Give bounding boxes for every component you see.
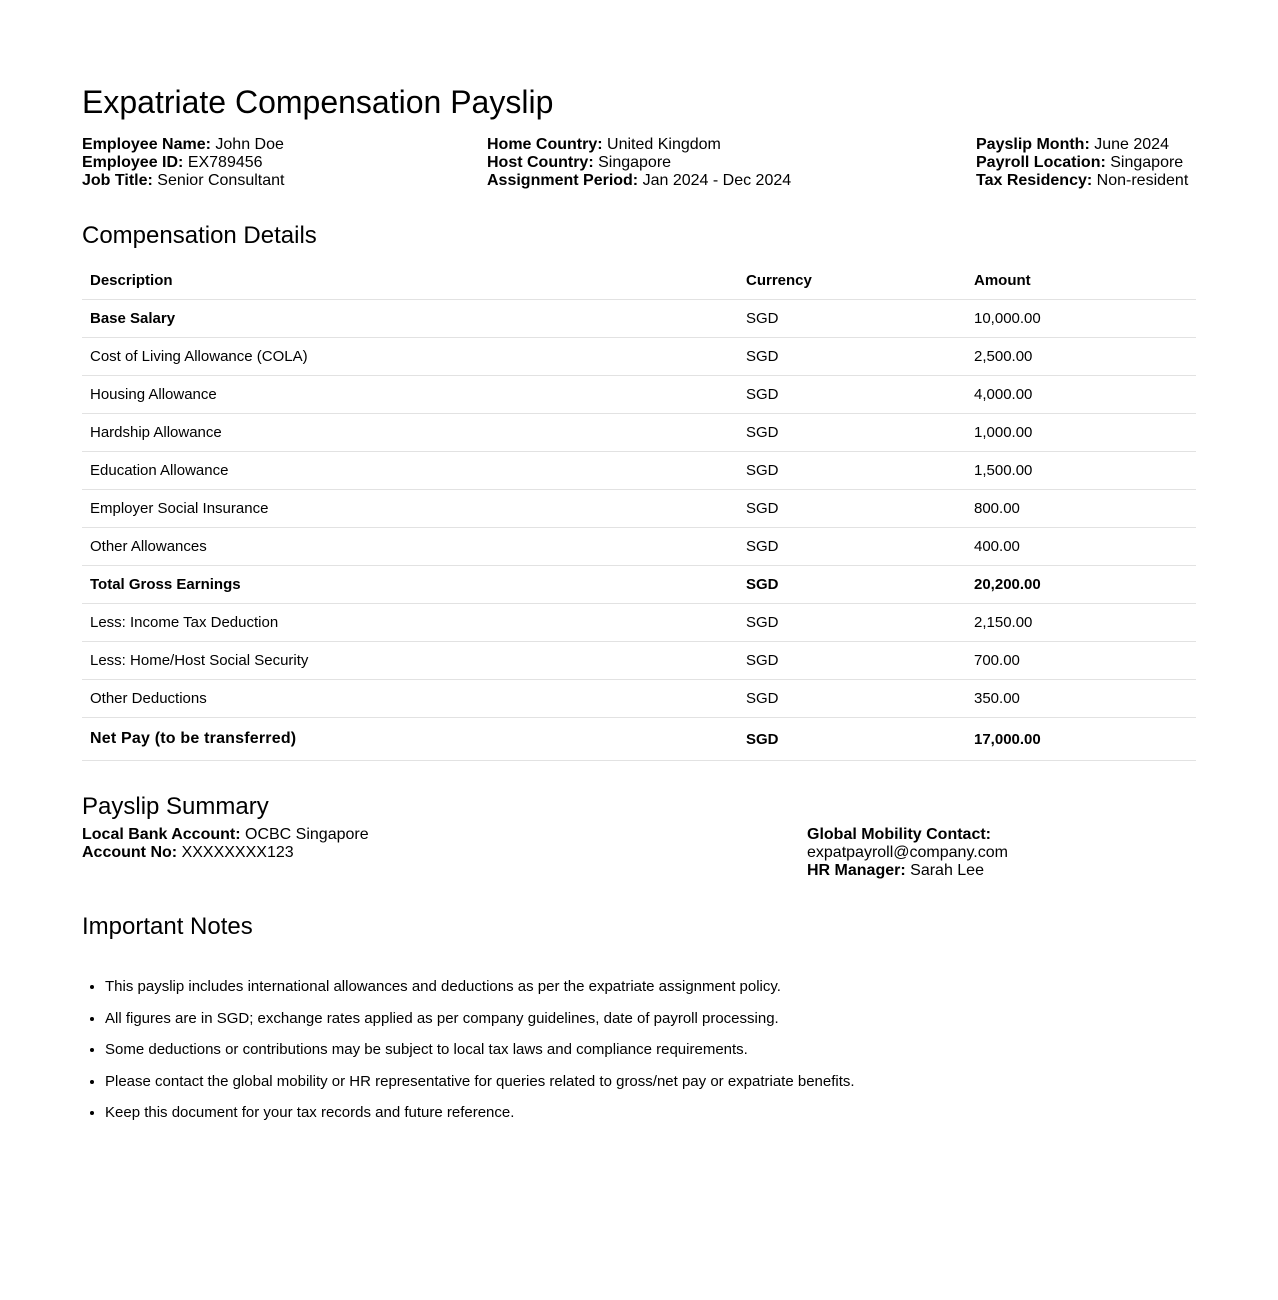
row-currency: SGD xyxy=(738,566,966,604)
row-currency: SGD xyxy=(738,376,966,414)
employee-name-value: John Doe xyxy=(215,136,284,153)
table-row xyxy=(82,414,1196,452)
row-amount: 1,500.00 xyxy=(966,452,1196,490)
column-header-description: Description xyxy=(82,262,738,300)
row-amount: 2,150.00 xyxy=(966,604,1196,642)
list-item: • Some deductions or contributions may be subject to local tax laws and compliance requirements. xyxy=(105,1041,1196,1059)
row-amount: 20,200.00 xyxy=(966,566,1196,604)
column-header-currency: Currency xyxy=(738,262,966,300)
payslip-month-label: Payslip Month: xyxy=(976,136,1090,153)
employee-id-label: Employee ID: xyxy=(82,154,184,171)
home-country-value: United Kingdom xyxy=(607,136,721,153)
account-number-line xyxy=(82,844,369,862)
employee-info xyxy=(82,136,1196,190)
employee-id-value: EX789456 xyxy=(187,154,263,171)
table-row xyxy=(82,338,1196,376)
assignment-period-label: Assignment Period: xyxy=(487,172,639,189)
employee-details xyxy=(82,136,487,190)
job-title-value: Senior Consultant xyxy=(157,172,285,189)
row-description: Other Allowances xyxy=(82,528,738,566)
table-row xyxy=(82,528,1196,566)
row-description: Hardship Allowance xyxy=(82,414,738,452)
employee-name-label: Employee Name: xyxy=(82,136,211,153)
payroll-location-label: Payroll Location: xyxy=(976,154,1106,171)
mobility-contact-label: Global Mobility Contact: xyxy=(807,826,991,843)
row-amount: 4,000.00 xyxy=(966,376,1196,414)
employee-id-line xyxy=(82,154,487,172)
hr-manager-line xyxy=(807,862,1196,880)
row-description: Base Salary xyxy=(82,300,738,338)
payslip-document xyxy=(82,0,1196,1122)
row-currency: SGD xyxy=(738,414,966,452)
table-row xyxy=(82,490,1196,528)
row-currency: SGD xyxy=(738,452,966,490)
row-currency: SGD xyxy=(738,338,966,376)
mobility-contact-value: expatpayroll@company.com xyxy=(807,844,1008,861)
table-row xyxy=(82,300,1196,338)
row-amount: 700.00 xyxy=(966,642,1196,680)
tax-residency-label: Tax Residency: xyxy=(976,172,1093,189)
mobility-contact-line xyxy=(807,826,1196,862)
bank-account-line xyxy=(82,826,369,844)
compensation-heading: Compensation Details xyxy=(82,222,317,249)
host-country-label: Host Country: xyxy=(487,154,594,171)
payroll-location-value: Singapore xyxy=(1110,154,1184,171)
list-item: • This payslip includes international allowances and deductions as per the expatriate assignment policy. xyxy=(105,978,1196,996)
row-amount: 800.00 xyxy=(966,490,1196,528)
host-country-value: Singapore xyxy=(598,154,672,171)
list-item: • All figures are in SGD; exchange rates applied as per company guidelines, date of payroll processing. xyxy=(105,1010,1196,1028)
row-description: Other Deductions xyxy=(82,680,738,718)
assignment-details xyxy=(487,136,976,190)
table-row xyxy=(82,376,1196,414)
row-currency: SGD xyxy=(738,718,966,761)
row-description: Housing Allowance xyxy=(82,376,738,414)
account-number-value: XXXXXXXX123 xyxy=(181,844,294,861)
row-description: Less: Income Tax Deduction xyxy=(82,604,738,642)
list-item: • Please contact the global mobility or HR representative for queries related to gross/net pay or expatriate benefits. xyxy=(105,1073,1196,1091)
job-title-line xyxy=(82,172,487,190)
row-description: Less: Home/Host Social Security xyxy=(82,642,738,680)
row-amount: 17,000.00 xyxy=(966,718,1196,761)
row-currency: SGD xyxy=(738,604,966,642)
hr-manager-label: HR Manager: xyxy=(807,862,906,879)
payroll-location-line xyxy=(976,154,1196,172)
table-row xyxy=(82,452,1196,490)
row-amount: 2,500.00 xyxy=(966,338,1196,376)
notes-list xyxy=(82,978,1196,1122)
contact-details xyxy=(807,826,1196,880)
row-amount: 10,000.00 xyxy=(966,300,1196,338)
hr-manager-value: Sarah Lee xyxy=(910,862,984,879)
row-description: Education Allowance xyxy=(82,452,738,490)
bank-details xyxy=(82,826,369,880)
payroll-details xyxy=(976,136,1196,190)
row-amount: 1,000.00 xyxy=(966,414,1196,452)
net-pay-row xyxy=(82,718,1196,761)
total-gross-row xyxy=(82,566,1196,604)
row-amount: 400.00 xyxy=(966,528,1196,566)
payslip-month-line xyxy=(976,136,1196,154)
home-country-label: Home Country: xyxy=(487,136,603,153)
row-currency: SGD xyxy=(738,528,966,566)
compensation-table xyxy=(82,262,1196,761)
tax-residency-value: Non-resident xyxy=(1096,172,1189,189)
account-number-label: Account No: xyxy=(82,844,178,861)
row-currency: SGD xyxy=(738,490,966,528)
host-country-line xyxy=(487,154,976,172)
job-title-label: Job Title: xyxy=(82,172,153,189)
bank-account-label: Local Bank Account: xyxy=(82,826,241,843)
assignment-period-value: Jan 2024 - Dec 2024 xyxy=(642,172,792,189)
table-row xyxy=(82,604,1196,642)
row-amount: 350.00 xyxy=(966,680,1196,718)
row-currency: SGD xyxy=(738,680,966,718)
payslip-month-value: June 2024 xyxy=(1094,136,1169,153)
payslip-summary xyxy=(82,826,1196,880)
row-description: Employer Social Insurance xyxy=(82,490,738,528)
table-row xyxy=(82,642,1196,680)
page-title: Expatriate Compensation Payslip xyxy=(82,84,554,120)
tax-residency-line xyxy=(976,172,1196,190)
notes-heading: Important Notes xyxy=(82,913,253,940)
summary-heading: Payslip Summary xyxy=(82,793,269,820)
assignment-period-line xyxy=(487,172,976,190)
home-country-line xyxy=(487,136,976,154)
table-row xyxy=(82,680,1196,718)
bank-account-value: OCBC Singapore xyxy=(245,826,369,843)
column-header-amount: Amount xyxy=(966,262,1196,300)
list-item: • Keep this document for your tax records and future reference. xyxy=(105,1104,1196,1122)
table-header-row xyxy=(82,262,1196,300)
row-description: Net Pay (to be transferred) xyxy=(82,718,738,761)
employee-name-line xyxy=(82,136,487,154)
row-currency: SGD xyxy=(738,300,966,338)
row-description: Cost of Living Allowance (COLA) xyxy=(82,338,738,376)
row-description: Total Gross Earnings xyxy=(82,566,738,604)
row-currency: SGD xyxy=(738,642,966,680)
